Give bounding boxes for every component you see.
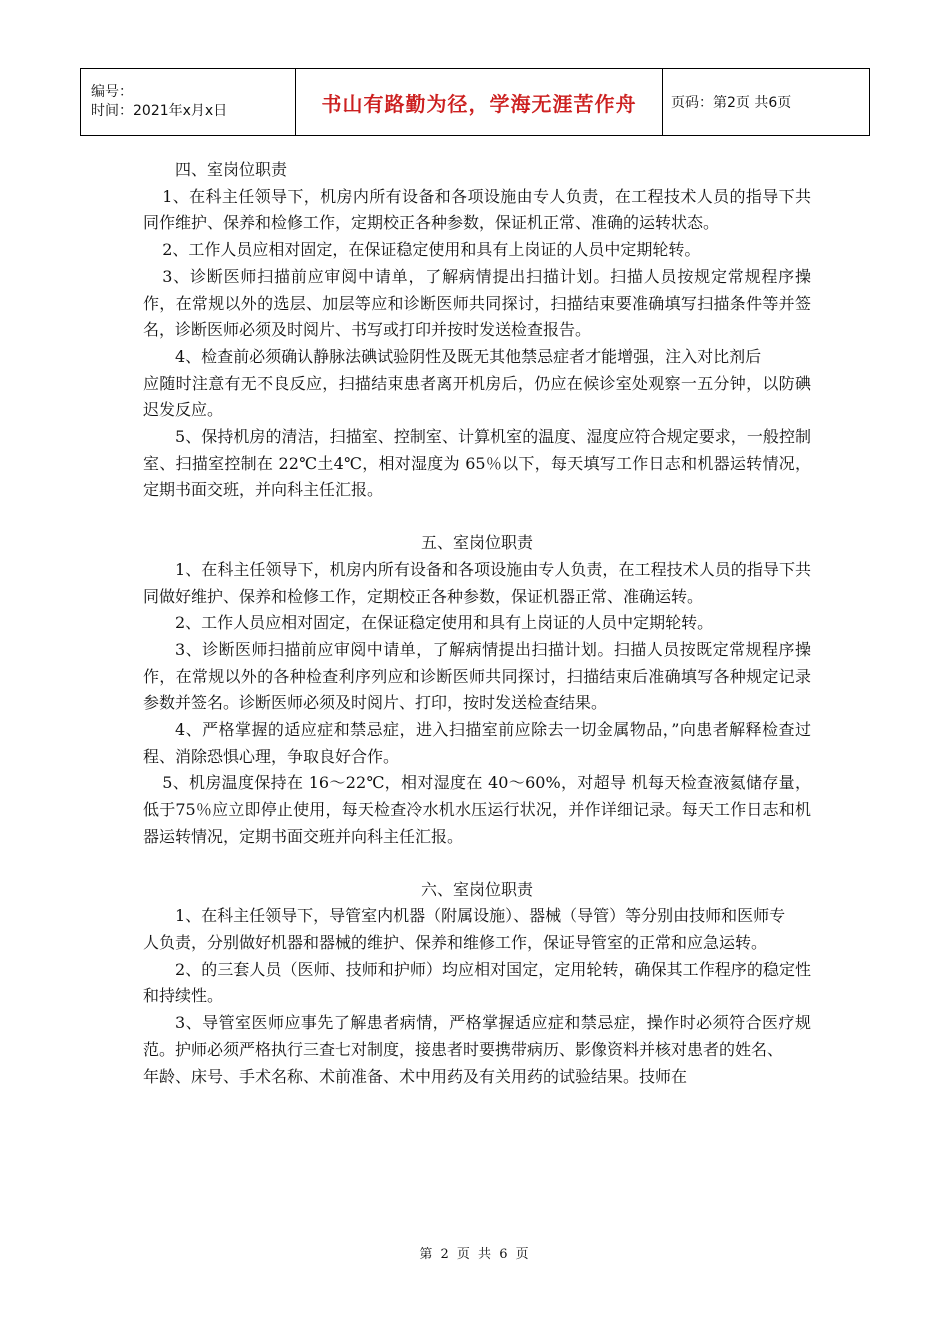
paragraph: 应随时注意有无不良反应，扫描结束患者离开机房后，仍应在候诊室处观察一五分钟，以防碘迟发反应。 — [143, 373, 811, 420]
paragraph: 1、在科主任领导下，机房内所有设备和各项设施由专人负责，在工程技术人员的指导下共同作维护、保养和检修工作，定期校正各种参数，保证机正常、准确的运转状态。 — [143, 186, 811, 233]
paragraph: 5、保持机房的清洁，扫描室、控制室、计算机室的温度、湿度应符合规定要求，一般控制室、扫描室控制在 22℃土4℃，相对湿度为 65％以下，每天填写工作日志和机器运转情况，定期书面交班，并向科主任汇报。 — [143, 427, 811, 500]
paragraph: 2、工作人员应相对固定，在保证稳定使用和具有上岗证的人员中定期轮转。 — [175, 613, 714, 633]
section-heading: 四、室岗位职责 — [175, 160, 288, 179]
paragraph: 4、严格掌握的适应症和禁忌症，进入扫描室前应除去一切金属物品，”向患者解释检查过程、消除恐惧心理，争取良好合作。 — [143, 720, 811, 766]
section-gap — [143, 851, 811, 877]
document-date-label: 时间：2021年x月x日 — [91, 103, 228, 119]
document-number-label: 编号： — [91, 84, 133, 100]
header-motto: 书山有路勤为径，学海无涯苦作舟 — [296, 69, 663, 136]
header-page-label: 页码：第2页 共6页 — [663, 69, 870, 136]
paragraph: 3、诊断医师扫描前应审阅中请单，了解病情提出扫描计划。扫描人员按规定常规程序操作，在常规以外的选层、加层等应和诊断医师共同探讨，扫描结束要准确填写扫描条件等并签名，诊断医师必须及时阅片、书写或打印并按时发送检查报告。 — [143, 266, 811, 340]
paragraph: 年龄、床号、手术名称、术前准备、术中用药及有关用药的试验结果。技师在 — [143, 1066, 688, 1086]
paragraph: 2、工作人员应相对固定，在保证稳定使用和具有上岗证的人员中定期轮转。 — [162, 240, 701, 260]
paragraph: 2、的三套人员（医师、技师和护师）均应相对国定，定用轮转，确保其工作程序的稳定性和持续性。 — [143, 959, 811, 1006]
section-gap — [143, 504, 811, 530]
page-footer: 第 2 页 共 6 页 — [419, 1247, 531, 1262]
paragraph: 4、检查前必须确认静脉法碘试验阴性及既无其他禁忌症者才能增强，注入对比剂后 — [175, 346, 762, 366]
paragraph: 人负责，分别做好机器和器械的维护、保养和维修工作，保证导管室的正常和应急运转。 — [143, 932, 768, 952]
document-body — [143, 157, 811, 1090]
section-heading: 六、室岗位职责 — [420, 879, 533, 899]
header-meta — [81, 69, 296, 136]
document-header — [80, 68, 870, 136]
paragraph: 3、诊断医师扫描前应审阅中请单，了解病情提出扫描计划。扫描人员按既定常规程序操作，在常规以外的各种检查利序列应和诊断医师共同探讨，扫描结束后准确填写各种规定记录参数并签名。诊断医师必须及时阅片、打印，按时发送检查结果。 — [143, 639, 811, 713]
paragraph: 5、机房温度保持在 16～22℃，相对湿度在 40～60%，对超导 机每天检查液氦储存量，低于75％应立即停止使用，每天检查冷水机水压运行状况，并作详细记录。每天工作日志和机器运转情况，定期书面交班并向科主任汇报。 — [143, 773, 811, 846]
paragraph: 1、在科主任领导下，导管室内机器（附属设施）、器械（导管）等分别由技师和医师专 — [175, 906, 786, 926]
paragraph: 3、导管室医师应事先了解患者病情，严格掌握适应症和禁忌症，操作时必须符合医疗规范。护师必须严格执行三查七对制度，接患者时要携带病历、影像资料并核对患者的姓名、 — [143, 1013, 811, 1059]
paragraph: 1、在科主任领导下，机房内所有设备和各项设施由专人负责，在工程技术人员的指导下共同做好维护、保养和检修工作，定期校正各种参数，保证机器正常、准确运转。 — [143, 559, 811, 606]
section-heading: 五、室岗位职责 — [420, 533, 533, 553]
